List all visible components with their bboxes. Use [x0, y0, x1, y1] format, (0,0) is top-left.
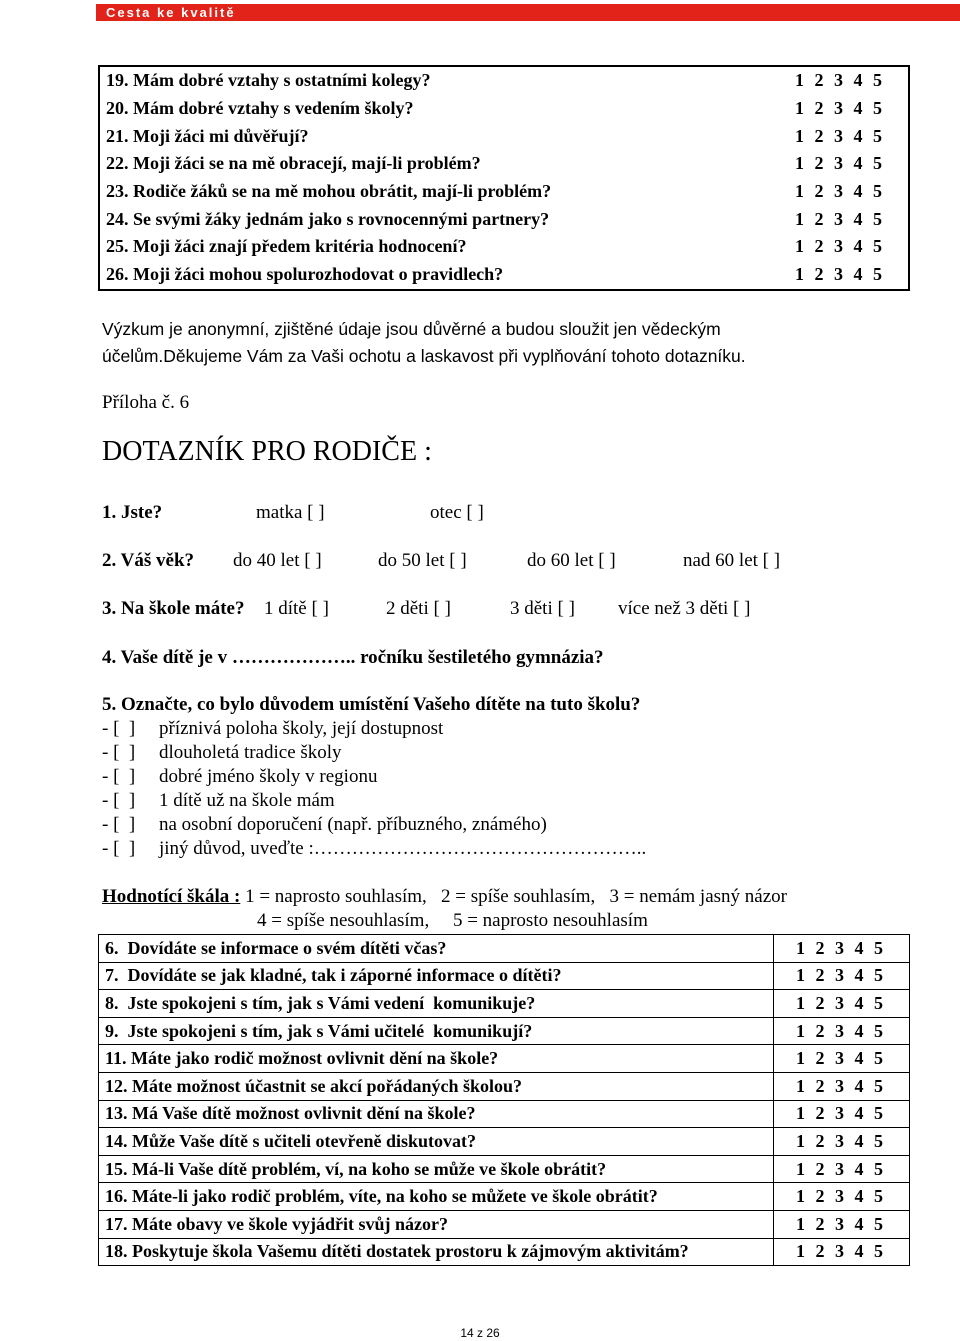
question-text: 25. Moji žáci znají předem kritéria hodnocení? — [106, 236, 467, 257]
question-text: 6. Dovídáte se informace o svém dítěti včas? — [99, 935, 774, 963]
rating-scale[interactable]: 1 2 3 4 5 — [795, 264, 882, 285]
q5-checkbox[interactable]: - [ ] — [102, 814, 136, 835]
teacher-question-row — [99, 233, 909, 261]
parent-question-row — [99, 1210, 910, 1238]
q5-options-list — [102, 718, 646, 862]
question-text: 16. Máte-li jako rodič problém, víte, na koho se můžete ve škole obrátit? — [99, 1183, 774, 1211]
q2-option-50[interactable]: do 50 let [ ] — [378, 550, 467, 571]
question-text: 26. Moji žáci mohou spolurozhodovat o pravidlech? — [106, 264, 504, 285]
rating-scale[interactable]: 1 2 3 4 5 — [774, 962, 910, 990]
q5-option[interactable] — [102, 838, 646, 862]
teacher-question-row — [99, 66, 909, 95]
appendix-label: Příloha č. 6 — [102, 392, 190, 413]
teacher-question-row — [99, 261, 909, 290]
question-text: 13. Má Vaše dítě možnost ovlivnit dění na škole? — [99, 1100, 774, 1128]
q3-option-2[interactable]: 2 děti [ ] — [386, 598, 451, 619]
q5-option-label: dlouholetá tradice školy — [159, 742, 342, 763]
question-text: 12. Máte možnost účastnit se akcí pořádaných školou? — [99, 1072, 774, 1100]
q5-option[interactable] — [102, 742, 646, 766]
rating-scale[interactable]: 1 2 3 4 5 — [795, 153, 882, 174]
q2-option-over-60[interactable]: nad 60 let [ ] — [683, 550, 781, 571]
scale-legend-line-2: 4 = spíše nesouhlasím, 5 = naprosto nesouhlasím — [257, 910, 648, 931]
q3-option-1[interactable]: 1 dítě [ ] — [264, 598, 329, 619]
scale-legend-label: Hodnotící škála : — [102, 886, 241, 907]
rating-scale[interactable]: 1 2 3 4 5 — [774, 1155, 910, 1183]
q5-option[interactable] — [102, 766, 646, 790]
question-text: 23. Rodiče žáků se na mě mohou obrátit, mají-li problém? — [106, 181, 552, 202]
rating-scale[interactable]: 1 2 3 4 5 — [795, 236, 882, 257]
rating-scale[interactable]: 1 2 3 4 5 — [774, 1017, 910, 1045]
rating-scale[interactable]: 1 2 3 4 5 — [774, 1210, 910, 1238]
rating-scale[interactable]: 1 2 3 4 5 — [795, 181, 882, 202]
q5-checkbox[interactable]: - [ ] — [102, 838, 136, 859]
q4-label: 4. Vaše dítě je v ……………….. ročníku šestiletého gymnázia? — [102, 647, 604, 668]
question-text: 9. Jste spokojeni s tím, jak s Vámi učitelé komunikují? — [99, 1017, 774, 1045]
rating-scale[interactable]: 1 2 3 4 5 — [795, 98, 882, 119]
teacher-question-row — [99, 205, 909, 233]
q5-option[interactable] — [102, 790, 646, 814]
q5-checkbox[interactable]: - [ ] — [102, 742, 136, 763]
q5-option-label: dobré jméno školy v regionu — [159, 766, 378, 787]
rating-scale[interactable]: 1 2 3 4 5 — [795, 125, 882, 146]
q5-option[interactable] — [102, 814, 646, 838]
q5-label: 5. Označte, co bylo důvodem umístění Vašeho dítěte na tuto školu? — [102, 694, 641, 715]
question-text: 24. Se svými žáky jednám jako s rovnocennými partnery? — [106, 208, 550, 229]
q5-checkbox[interactable]: - [ ] — [102, 766, 136, 787]
rating-scale[interactable]: 1 2 3 4 5 — [774, 1100, 910, 1128]
q5-option-label: na osobní doporučení (např. příbuzného, známého) — [159, 814, 547, 835]
rating-scale[interactable]: 1 2 3 4 5 — [774, 1183, 910, 1211]
q1-option-father[interactable]: otec [ ] — [430, 502, 484, 523]
scale-legend-line-1: 1 = naprosto souhlasím, 2 = spíše souhlasím, 3 = nemám jasný názor — [245, 886, 787, 907]
rating-scale[interactable]: 1 2 3 4 5 — [774, 1128, 910, 1156]
question-text: 17. Máte obavy ve škole vyjádřit svůj názor? — [99, 1210, 774, 1238]
q1-label: 1. Jste? — [102, 502, 163, 523]
question-text: 11. Máte jako rodič možnost ovlivnit dění na škole? — [99, 1045, 774, 1073]
parent-question-row — [99, 1238, 910, 1266]
parent-question-row — [99, 962, 910, 990]
scale-legend — [102, 886, 787, 908]
q5-option-label: 1 dítě už na škole mám — [159, 790, 335, 811]
rating-scale[interactable]: 1 2 3 4 5 — [774, 1072, 910, 1100]
question-text: 21. Moji žáci mi důvěřují? — [106, 125, 309, 146]
parent-question-row — [99, 1072, 910, 1100]
rating-scale[interactable]: 1 2 3 4 5 — [774, 1238, 910, 1266]
q5-option[interactable] — [102, 718, 646, 742]
parent-question-row — [99, 990, 910, 1018]
question-text: 22. Moji žáci se na mě obracejí, mají-li problém? — [106, 153, 481, 174]
q5-option-label: jiný důvod, uveďte :…………………………………………….. — [159, 838, 647, 859]
notice-line-2: účelům.Děkujeme Vám za Vaši ochotu a laskavost při vyplňování tohoto dotazníku. — [102, 346, 746, 366]
teacher-question-row — [99, 95, 909, 123]
q3-option-3[interactable]: 3 děti [ ] — [510, 598, 575, 619]
question-text: 18. Poskytuje škola Vašemu dítěti dostatek prostoru k zájmovým aktivitám? — [99, 1238, 774, 1266]
header-title: Cesta ke kvalitě — [106, 5, 236, 20]
rating-scale[interactable]: 1 2 3 4 5 — [795, 208, 882, 229]
rating-scale[interactable]: 1 2 3 4 5 — [774, 1045, 910, 1073]
teacher-question-row — [99, 178, 909, 206]
parent-question-row — [99, 1128, 910, 1156]
question-text: 8. Jste spokojeni s tím, jak s Vámi vedení komunikuje? — [99, 990, 774, 1018]
notice-line-1: Výzkum je anonymní, zjištěné údaje jsou důvěrné a budou sloužit jen vědeckým — [102, 319, 721, 339]
parent-question-row — [99, 1045, 910, 1073]
q5-checkbox[interactable]: - [ ] — [102, 790, 136, 811]
page-number: 14 z 26 — [460, 1326, 500, 1340]
q2-option-60[interactable]: do 60 let [ ] — [527, 550, 616, 571]
q5-option-label: příznivá poloha školy, její dostupnost — [159, 718, 444, 739]
q3-label: 3. Na škole máte? — [102, 598, 245, 619]
question-text: 19. Mám dobré vztahy s ostatními kolegy? — [106, 70, 431, 91]
teacher-question-row — [99, 122, 909, 150]
parent-question-row — [99, 1017, 910, 1045]
question-text: 15. Má-li Vaše dítě problém, ví, na koho se může ve škole obrátit? — [99, 1155, 774, 1183]
parent-question-row — [99, 1100, 910, 1128]
question-text: 7. Dovídáte se jak kladné, tak i záporné informace o dítěti? — [99, 962, 774, 990]
q2-label: 2. Váš věk? — [102, 550, 195, 571]
rating-scale[interactable]: 1 2 3 4 5 — [795, 70, 882, 91]
question-text: 14. Může Vaše dítě s učiteli otevřeně diskutovat? — [99, 1128, 774, 1156]
form-title: DOTAZNÍK PRO RODIČE : — [102, 436, 432, 467]
rating-scale[interactable]: 1 2 3 4 5 — [774, 935, 910, 963]
parent-questions-table — [98, 934, 910, 1266]
parent-question-row — [99, 1183, 910, 1211]
parent-question-row — [99, 935, 910, 963]
question-text: 20. Mám dobré vztahy s vedením školy? — [106, 98, 414, 119]
teacher-questions-table — [98, 65, 910, 291]
rating-scale[interactable]: 1 2 3 4 5 — [774, 990, 910, 1018]
q1-option-mother[interactable]: matka [ ] — [256, 502, 325, 523]
q3-option-more[interactable]: více než 3 děti [ ] — [618, 598, 751, 619]
notice-paragraph — [102, 316, 862, 370]
parent-question-row — [99, 1155, 910, 1183]
teacher-question-row — [99, 150, 909, 178]
q5-checkbox[interactable]: - [ ] — [102, 718, 136, 739]
q2-option-40[interactable]: do 40 let [ ] — [233, 550, 322, 571]
